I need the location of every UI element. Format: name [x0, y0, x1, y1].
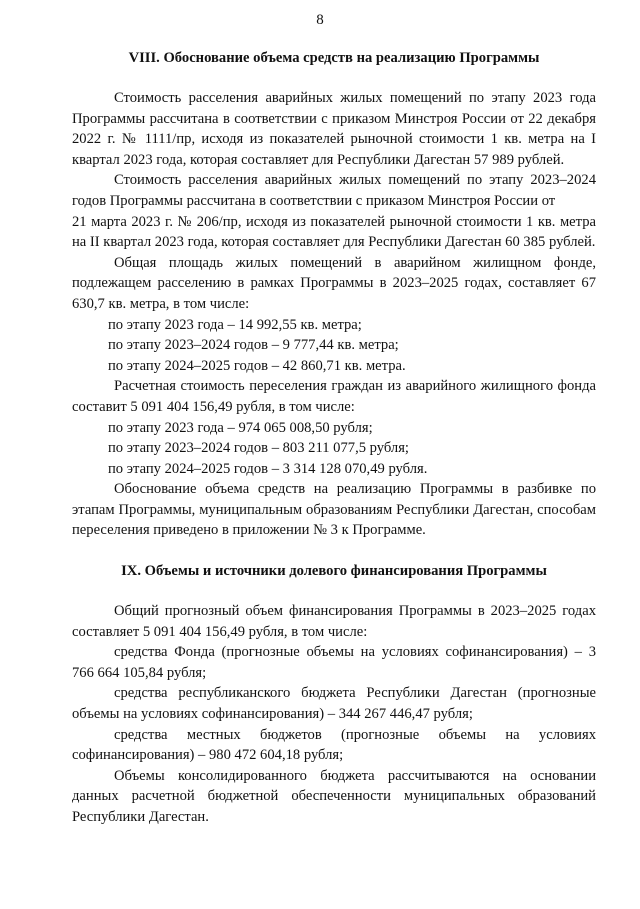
- funding-item: средства местных бюджетов (прогнозные объемы на условиях софинансирования) – 980 472 604,18 рубля;: [72, 726, 596, 764]
- cost-item: по этапу 2023 года – 974 065 008,50 рубля;: [108, 419, 373, 436]
- funding-item: средства республиканского бюджета Республики Дагестан (прогнозные объемы на условиях софинансирования) – 344 267 446,47 рубля;: [72, 685, 596, 723]
- page-number: 8: [316, 12, 324, 28]
- section-9-paragraph-2: Объемы консолидированного бюджета рассчитываются на основании данных расчетной бюджетной обеспеченности муниципальных образований Республики Дагестан.: [72, 767, 596, 825]
- section-8-paragraph-3: Общая площадь жилых помещений в аварийном жилищном фонде, подлежащем расселению в рамках Программы в 2023–2025 годах, составляет 67 630,7 кв. метра, в том числе:: [72, 254, 596, 312]
- section-8-paragraph-1: Стоимость расселения аварийных жилых помещений по этапу 2023 года Программы рассчитана в соответствии с приказом Минстроя России от 22 декабря 2022 г. № 1111/пр, исходя из показателей рыночной стоимости 1 кв. метра на I квартал 2023 года, которая составляет для Республики Дагестан 57 989 рублей.: [72, 90, 596, 168]
- area-item: по этапу 2024–2025 годов – 42 860,71 кв. метра.: [108, 357, 406, 374]
- area-item: по этапу 2023 года – 14 992,55 кв. метра;: [108, 316, 362, 333]
- area-item: по этапу 2023–2024 годов – 9 777,44 кв. метра;: [108, 337, 399, 354]
- section-8-heading: VIII. Обоснование объема средств на реализацию Программы: [128, 50, 540, 66]
- funding-item: средства Фонда (прогнозные объемы на условиях софинансирования) – 3 766 664 105,84 рубля;: [72, 644, 596, 681]
- section-8-paragraph-2-continued: 21 марта 2023 г. № 206/пр, исходя из показателей рыночной стоимости 1 кв. метра на II квартал 2023 года, которая составляет для Республики Дагестан 60 385 рублей.: [72, 213, 596, 251]
- section-9-paragraph-1: Общий прогнозный объем финансирования Программы в 2023–2025 годах составляет 5 091 404 156,49 рубля, в том числе:: [72, 603, 596, 640]
- cost-item: по этапу 2024–2025 годов – 3 314 128 070,49 рубля.: [108, 460, 428, 477]
- cost-item: по этапу 2023–2024 годов – 803 211 077,5 рубля;: [108, 440, 409, 457]
- section-8-paragraph-5: Обоснование объема средств на реализацию Программы в разбивке по этапам Программы, муниципальным образованиям Республики Дагестан, способам переселения приведено в приложении № 3 к Программе.: [72, 481, 596, 539]
- section-8-paragraph-2: Стоимость расселения аварийных жилых помещений по этапу 2023–2024 годов Программы рассчитана в соответствии с приказом Минстроя России от: [72, 172, 596, 209]
- section-9-heading: IX. Объемы и источники долевого финансирования Программы: [121, 563, 547, 580]
- page-content: [72, 48, 596, 828]
- section-8-paragraph-4: Расчетная стоимость переселения граждан из аварийного жилищного фонда составит 5 091 404 156,49 рубля, в том числе:: [72, 378, 596, 415]
